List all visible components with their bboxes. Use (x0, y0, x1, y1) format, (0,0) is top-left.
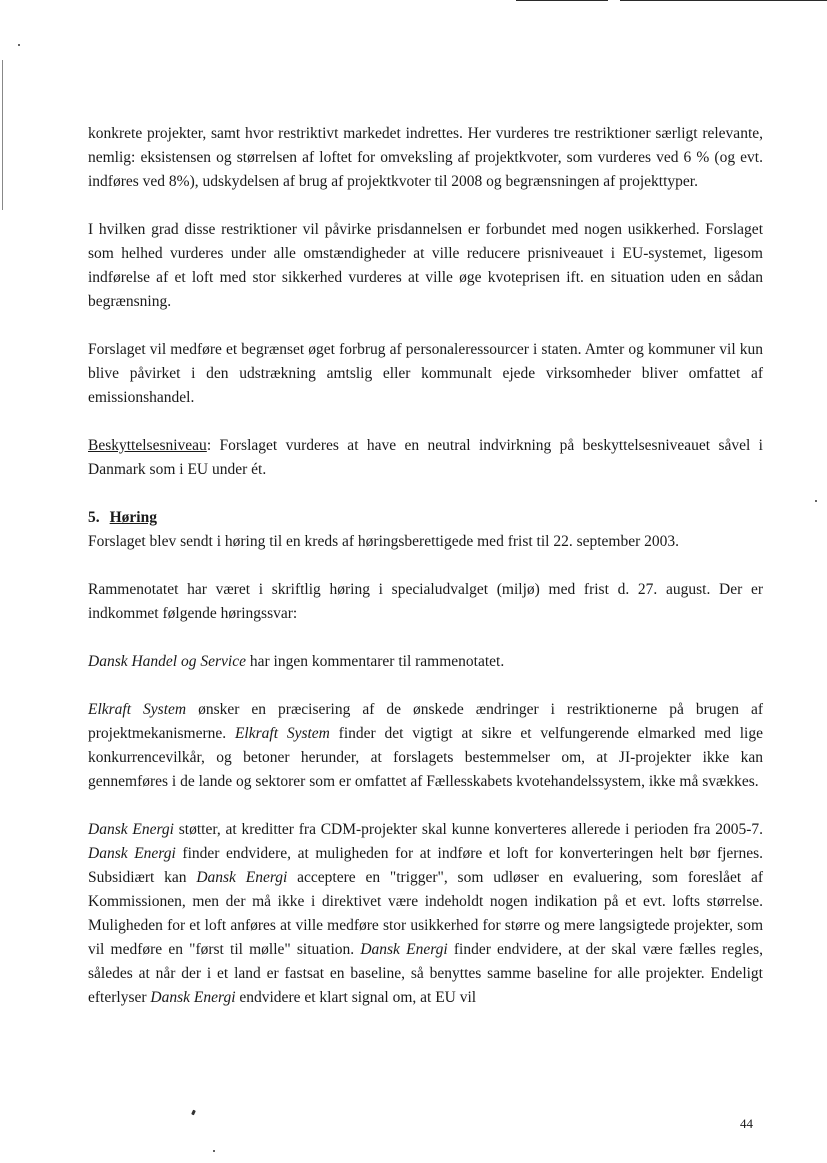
paragraph: Rammenotatet har været i skriftlig høring i specialudvalget (miljø) med frist d. 27. august. Der er indkommet følgende høringssvar: (88, 581, 763, 622)
protection-level-label: Beskyttelsesniveau (88, 437, 207, 454)
response-text: endvidere et klart signal om, at EU vil (235, 989, 477, 1006)
organization-name: Dansk Energi (360, 941, 448, 958)
response-text: finder endvidere, at der skal være fælles regles, således at når der i et land er fastsat en baseline, så benyttes samme baseline for alle projekter. Endeligt efterlyser (88, 941, 763, 1006)
body-text (88, 122, 763, 1010)
organization-name: Dansk Energi (88, 821, 174, 838)
scan-speck (815, 500, 817, 502)
response-text: støtter, at kreditter fra CDM-projekter skal kunne konverteres allerede i perioden fra 2005-7. (173, 821, 763, 838)
response-text: har ingen kommentarer til rammenotatet. (245, 653, 505, 670)
paragraph: Forslaget blev sendt i høring til en kreds af høringsberettigede med frist til 22. september 2003. (88, 533, 680, 550)
organization-name: Dansk Energi (88, 845, 176, 862)
scan-speck (191, 1110, 196, 1116)
organization-name: Dansk Handel og Service (88, 653, 246, 670)
scan-edge-left (2, 60, 3, 210)
paragraph (88, 698, 763, 794)
organization-name: Elkraft System (88, 701, 187, 718)
organization-name: Dansk Energi (196, 869, 288, 886)
response-text: finder det vigtigt at sikre et velfungerende elmarked med lige konkurrencevilkår, og betoner herunder, at forslagets bestemmelser om, at JI-projekter ikke kan gennemføres i de lande og sektorer som er omfattet af Fællesskabets kvotehandelssystem, ikke må svækkes. (88, 725, 763, 790)
paragraph: I hvilken grad disse restriktioner vil påvirke prisdannelsen er forbundet med nogen usikkerhed. Forslaget som helhed vurderes under alle omstændigheder at ville reducere prisniveauet i EU-systemet, ligesom indførelse af et loft med stor sikkerhed vurderes at ville øge kvoteprisen ift. en situation uden en sådan begrænsning. (88, 221, 763, 310)
response-text: acceptere en "trigger", som udløser en evaluering, som foreslået af Kommissionen, men der må ikke i direktivet være indeholdt nogen indikation på et evt. lofts størrelse. Muligheden for et loft anføres at ville medføre stor usikkerhed for større og mere langsigtede projekter, som vil medføre en "først til mølle" situation. (88, 869, 764, 958)
paragraph: konkrete projekter, samt hvor restriktivt markedet indrettes. Her vurderes tre restriktioner særligt relevante, nemlig: eksistensen og størrelsen af loftet for omveksling af projektkvoter, som vurderes ved 6 % (og evt. indføres ved 8%), udskydelsen af brug af projektkvoter til 2008 og begrænsningen af projekttyper. (88, 125, 763, 190)
section-title: Høring (109, 509, 157, 526)
page-number: 44 (740, 1116, 753, 1131)
scan-speck (213, 1150, 215, 1152)
section-heading (88, 506, 763, 530)
protection-level-text: : Forslaget vurderes at have en neutral indvirkning på beskyttelsesniveauet såvel i Danmark som i EU under ét. (88, 437, 763, 478)
scan-edge-top-1 (516, 0, 608, 1)
scan-speck (18, 44, 20, 46)
organization-name: Dansk Energi (150, 989, 236, 1006)
paragraph (88, 818, 763, 1010)
paragraph (88, 434, 763, 482)
scan-edge-top-2 (620, 0, 827, 1)
response-text: finder endvidere, at muligheden for at indføre et loft for konverteringen helt bør fjernes. Subsidiært kan (88, 845, 763, 886)
paragraph (88, 650, 763, 674)
response-text: ønsker en præcisering af de ønskede ændringer i restriktionerne på brugen af projektmekanismerne. (88, 701, 763, 742)
section-number: 5. (88, 509, 100, 526)
organization-name: Elkraft System (234, 725, 330, 742)
paragraph: Forslaget vil medføre et begrænset øget forbrug af personaleressourcer i staten. Amter og kommuner vil kun blive påvirket i den udstrækning amtslig eller kommunalt ejede virksomheder bliver omfattet af emissionshandel. (88, 341, 763, 406)
